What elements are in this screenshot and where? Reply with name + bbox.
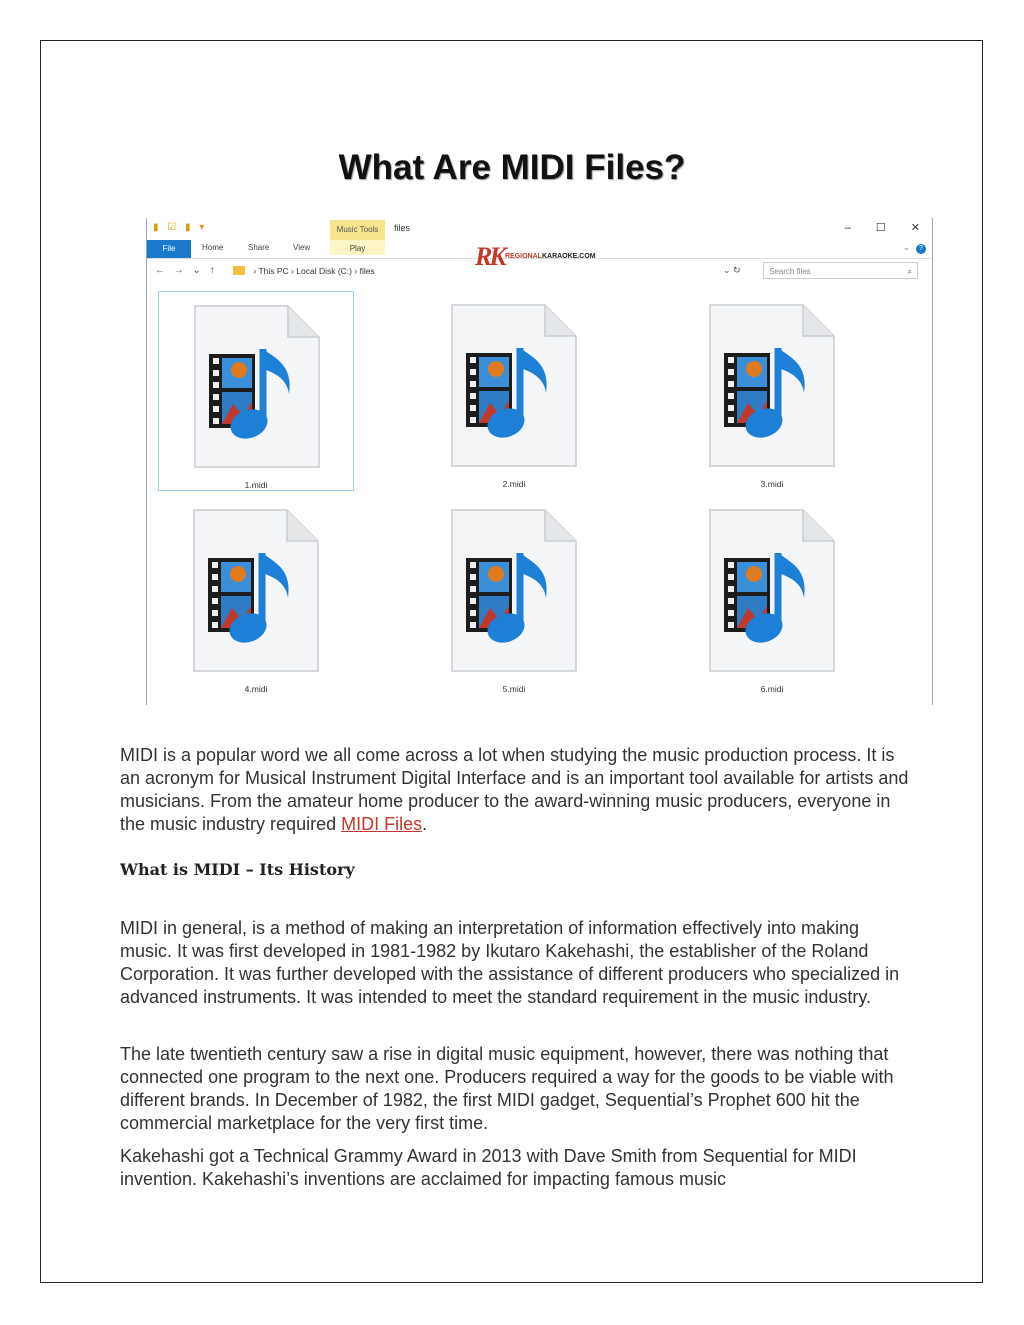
quick-access-icons: ▮ ☑ ▮ ▾ [153,222,208,233]
nav-arrows-icon: ← → ⌄ ↑ [155,265,215,276]
file-name-label: 6.midi [760,684,784,694]
file-name-label: 3.midi [760,479,784,489]
refresh-icon: ⌄ ↻ [723,265,741,275]
midi-file-icon [192,508,320,673]
history-paragraph-1: MIDI in general, is a method of making an interpretation of information effectively into making music. It was first developed in 1981-1982 by Ikutaro Kakehashi, the establisher of the Roland Corporation. It was further developed with the assistance of different producers who specialized in advanced instruments. It was intended to meet the standard requirement in the music industry. [120,918,900,1007]
midi-file-icon [193,304,321,469]
page-title: What Are MIDI Files? [338,148,686,187]
intro-paragraph: MIDI is a popular word we all come across a lot when studying the music production process. It is an acronym for Musical Instrument Digital Interface and is an important tool available for artists and musicians. From the amateur home producer to the award-winning music producers, everyone in the music industry required MIDI Files. [120,745,909,834]
search-box: Search files ⌕ [763,262,918,279]
breadcrumb-local-disk: Local Disk (C:) [296,266,352,276]
midi-file-icon [450,508,578,673]
window-title: files [394,223,411,233]
window-controls: – ☐ ✕ [844,222,920,234]
file-tile [674,291,870,491]
file-tile [674,496,870,696]
file-tile [416,496,612,696]
tab-home: Home [202,243,224,252]
search-icon: ⌕ [907,267,912,276]
folder-icon [233,266,245,275]
history-paragraph-3: Kakehashi got a Technical Grammy Award in 2013 with Dave Smith from Sequential for MIDI invention. Kakehashi’s inventions are acclaimed for impacting famous music [120,1146,857,1189]
file-name-label: 1.midi [244,480,268,490]
history-paragraph-2: The late twentieth century saw a rise in digital music equipment, however, there was nothing that connected one program to the next one. Producers required a way for the goods to be viable with different brands. In December of 1982, the first MIDI gadget, Sequential’s Prophet 600 hit the commercial marketplace for the very first time. [120,1044,894,1133]
file-name-label: 4.midi [244,684,268,694]
tab-file: File [147,240,191,258]
file-tile [158,291,354,491]
breadcrumb-files: files [359,266,375,276]
breadcrumb: › This PC › Local Disk (C:) › files [233,266,375,276]
help-icon: ? [916,244,926,254]
quick-access-toolbar [147,218,932,240]
breadcrumb-this-pc: This PC [258,266,289,276]
midi-file-icon [708,303,836,468]
midi-files-link[interactable]: MIDI Files [341,814,423,834]
regional-karaoke-logo: RK REGIONALKARAOKE.COM [475,242,596,271]
file-explorer-screenshot [146,218,933,705]
tab-share: Share [248,243,270,252]
ribbon-expand-icon: ⌄ ? [902,242,926,254]
address-bar [147,259,932,283]
midi-file-icon [450,303,578,468]
file-name-label: 2.midi [502,479,526,489]
music-tools-label: Music Tools [330,220,385,240]
midi-file-icon [708,508,836,673]
history-heading: What is MIDI – Its History [120,860,355,879]
tab-view: View [293,243,311,252]
tab-play: Play [330,240,385,255]
file-tile [416,291,612,491]
file-tile [158,496,354,696]
file-name-label: 5.midi [502,684,526,694]
